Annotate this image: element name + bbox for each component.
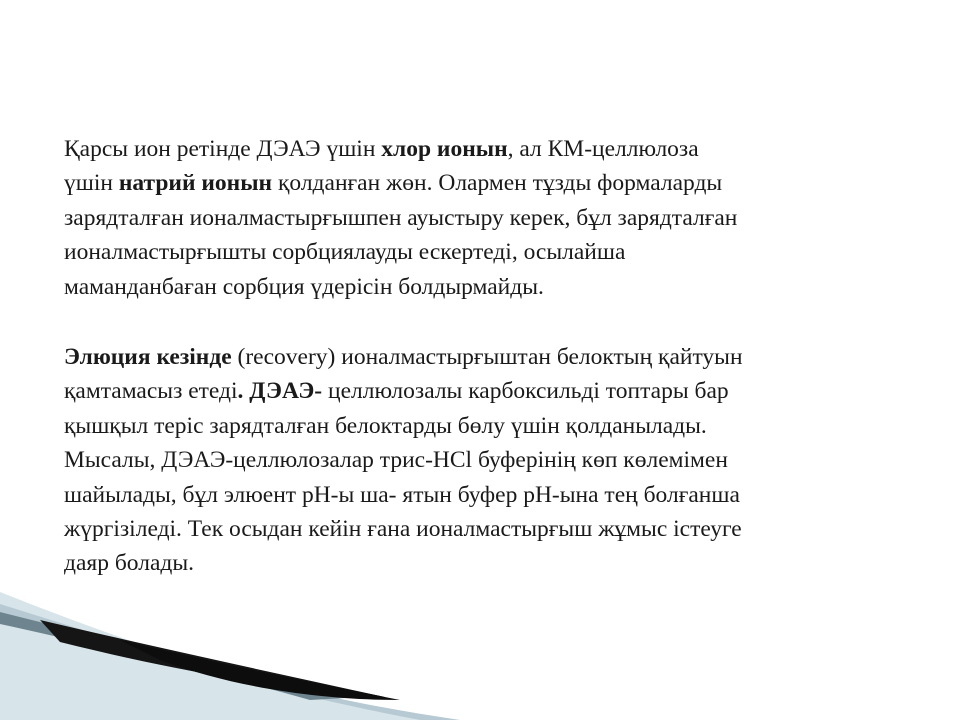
text-span: қамтамасыз етеді <box>64 378 238 405</box>
bold-term: Элюция кезінде <box>64 344 232 371</box>
text-line <box>64 166 914 200</box>
text-span: үшін <box>64 170 119 197</box>
text-span: қолданған жөн. Олармен тұзды формаларды <box>272 170 723 197</box>
text-span: , ал КМ-целлюлоза <box>507 136 699 162</box>
text-line: Мысалы, ДЭАЭ-целлюлозалар трис-HCl буферінің көп көлемімен <box>64 447 728 474</box>
text-span: Қарсы ион ретінде ДЭАЭ үшін <box>64 136 382 162</box>
slide-body <box>64 132 914 581</box>
bold-term: . ДЭАЭ- <box>237 378 323 405</box>
text-line: даяр болады. <box>64 550 194 577</box>
paragraph-elution <box>64 340 914 581</box>
text-line <box>64 132 914 166</box>
bold-term: хлор ионын <box>381 136 508 162</box>
paragraph-counter-ions <box>64 132 914 304</box>
text-line <box>64 374 914 408</box>
text-line: жүргізіледі. Тек осыдан кейін ғана ионалмастырғыш жұмыс істеуге <box>64 516 742 543</box>
swoosh-light-band <box>0 592 420 720</box>
text-span: целлюлозалы карбоксильді топтары бар <box>322 378 729 405</box>
text-line: шайылады, бұл элюент pH-ы ша- ятын буфер pH-ына тең болғанша <box>64 481 740 508</box>
text-line: ионалмастырғышты сорбциялауды ескертеді, осылайша <box>64 239 626 266</box>
text-line: маманданбаған сорбция үдерісін болдырмайды. <box>64 273 544 300</box>
text-line <box>64 340 914 374</box>
text-span: (recovery) ионалмастырғыштан белоктың қайтуын <box>231 344 743 371</box>
bold-term: натрий ионын <box>118 170 273 197</box>
text-line: зарядталған ионалмастырғышпен ауыстыру керек, бұл зарядталған <box>64 204 738 231</box>
text-line: қышқыл теріс зарядталған белоктарды бөлу үшін қолданылады. <box>64 412 707 439</box>
